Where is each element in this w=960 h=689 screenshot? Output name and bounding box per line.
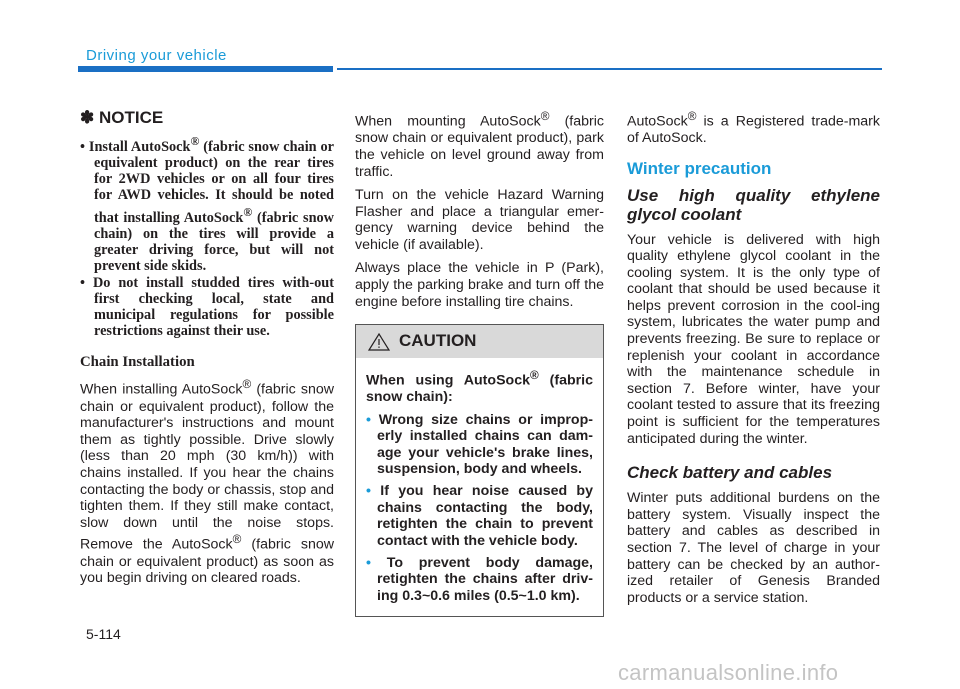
battery-subheading: Check battery and cables [627,463,833,483]
caution-header [356,325,603,358]
registered-mark: ® [242,377,252,392]
notice-list [80,133,334,340]
text: If you hear noise caused by chains contacting the body, retighten the chain to prevent contact with the vehicle body. [377,483,593,549]
registered-mark: ® [243,204,253,219]
text: When mounting AutoSock [355,113,541,130]
winter-heading: Winter precaution [627,158,772,178]
text: Wrong size chains or improp-erly installed chains can dam-age your vehicle's brake lines, suspension, body and wheels. [377,411,593,478]
chain-paragraph [80,376,334,587]
hazard-paragraph: Turn on the vehicle Hazard Warning Flasher and place a triangular emer-gency warning device behind the vehicle (if available). [355,187,604,253]
registered-mark: ® [190,133,200,148]
text: (fabric snow chain or equivalent product), follow the manufacturer's instructions and mount them as tightly possible. Drive slowly (less than 20 mph (30 km/h)) with chains installed. If you hear the chains contacting the body or chassis, stop and tighten them. If they still make contact, slow down until the noise stops. Remove the AutoSock [80,382,335,554]
notice-title: ✽ NOTICE [80,108,164,127]
caution-body [356,358,603,616]
text: (fabric snow chain or equivalent product), park the vehicle on level ground away from traffic. [355,113,604,180]
column-left [80,108,334,594]
caution-item [366,412,593,478]
page-number: 5-114 [86,626,121,642]
watermark: carmanualsonline.info [618,660,839,685]
registered-mark: ® [232,532,242,547]
registered-mark: ® [687,109,697,123]
warning-triangle-icon [368,333,390,351]
caution-item [366,483,593,549]
notice-text: (fabric snow chain) on the tires will provide a greater driving force, but will not prevent side skids. [94,209,334,275]
notice-item [80,133,334,275]
bullet: • [80,138,86,155]
header-bar-dark [78,66,333,72]
caution-box [355,324,604,617]
notice-text: Install AutoSock [88,138,191,155]
header-bar-line [337,68,882,70]
text: To prevent body damage, retighten the chains after driv-ing 0.3~0.6 miles (0.5~1.0 km). [377,555,593,604]
coolant-paragraph: Your vehicle is delivered with high quality ethylene glycol coolant in the cooling system. It is the only type of coolant that should be used because it helps prevent corrosion in the cool-ing system, lubricates the water pump and prevents freezing. Be sure to replace or replenish your coolant in accordance with the maintenance schedule in section 7. Before winter, have your coolant tested to assure that its freezing point is sufficient for the temperatures anticipated during the winter. [627,231,880,447]
text: When installing AutoSock [80,382,243,399]
caution-item [366,555,593,604]
text: (fabric snow chain): [366,373,593,406]
mounting-paragraph [355,108,604,180]
trademark-paragraph [627,108,880,147]
caution-title: CAUTION [399,331,477,351]
column-right [627,108,880,613]
notice-item [80,275,334,340]
notice-text: (fabric snow chain or equivalent product) on the rear tires for 2WD vehicles or on all four tires for AWD vehicles. It should be noted that installing AutoSock [94,138,334,226]
coolant-subheading: Use high quality ethylene glycol coolant [627,185,880,224]
registered-mark: ® [529,368,539,383]
notice-text: Do not install studded tires with-out first checking local, state and municipal regulations for possible restrictions against their use. [92,274,334,340]
bullet: • [366,555,371,572]
column-middle [355,108,604,617]
chain-installation-heading: Chain Installation [80,353,195,370]
bullet: • [366,411,371,428]
text: is a Registered trade-mark of AutoSock. [627,113,880,147]
text: (fabric snow chain or equivalent product) as soon as you begin driving on cleared roads. [80,537,334,587]
registered-mark: ® [540,109,550,123]
park-paragraph: Always place the vehicle in P (Park), apply the parking brake and turn off the engine before installing tire chains. [355,260,604,310]
bullet: • [80,274,86,291]
section-title: Driving your vehicle [86,47,227,64]
text: AutoSock [627,113,688,130]
battery-paragraph: Winter puts additional burdens on the battery system. Visually inspect the battery and cables as described in section 7. The level of charge in your battery can be checked by an author-ized retailer of Genesis Branded products or a service station. [627,490,880,606]
caution-intro [366,367,593,406]
text: When using AutoSock [366,373,530,389]
bullet: • [366,483,371,500]
